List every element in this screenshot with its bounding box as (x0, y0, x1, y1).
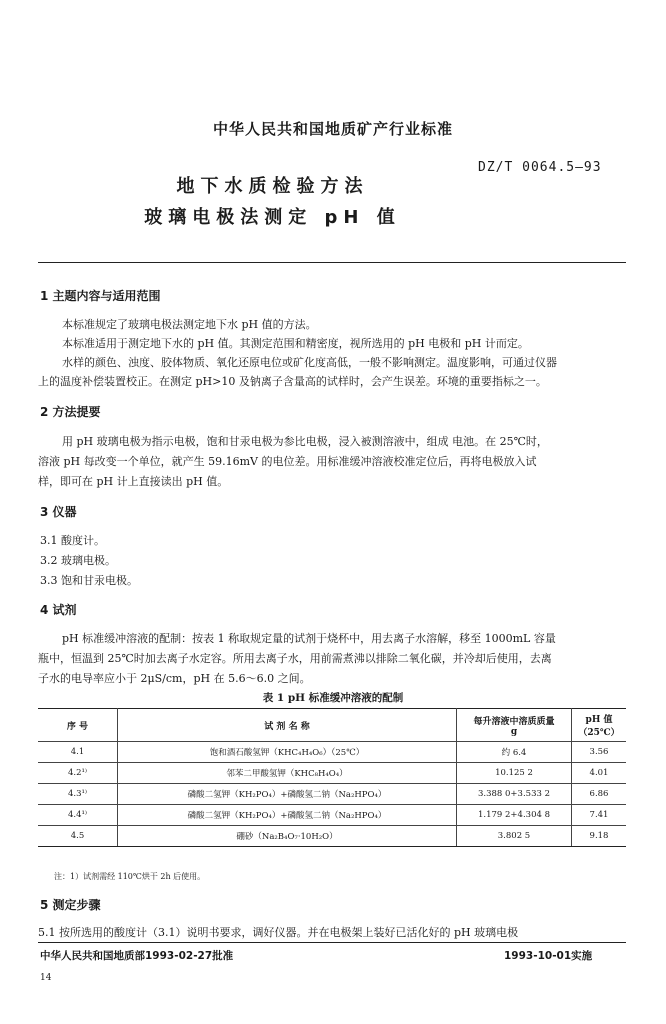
cell-ph: 4.01 (572, 763, 627, 784)
implementation-date: 1993-10-01实施 (504, 950, 593, 962)
list-item: 3.1 酸度计。 (40, 534, 105, 547)
section-2-heading: 2 方法提要 (40, 405, 101, 419)
table-row (38, 742, 626, 763)
list-item: 3.3 饱和甘汞电极。 (40, 574, 138, 587)
footer-divider (38, 942, 626, 943)
cell-seq: 4.2¹⁾ (38, 763, 118, 784)
section-4-para-a: pH 标准缓冲溶液的配制：按表 1 称取规定量的试剂于烧杯中，用去离子水溶解，移至 1000mL 容量 (62, 632, 556, 645)
cell-name: 磷酸二氢钾（KH₂PO₄）+磷酸氢二钠（Na₂HPO₄） (118, 805, 457, 826)
cell-mass: 约 6.4 (457, 742, 572, 763)
section-1-para-2: 本标准适用于测定地下水的 pH 值。其测定范围和精密度，视所选用的 pH 电极和 pH 计而定。 (62, 337, 529, 350)
document-title-line2: 玻璃电极法测定 pH 值 (144, 207, 401, 228)
section-3-heading: 3 仪器 (40, 505, 77, 519)
table-caption: 表 1 pH 标准缓冲溶液的配制 (262, 692, 404, 704)
approval-date: 中华人民共和国地质部1993-02-27批准 (40, 950, 234, 962)
cell-ph: 7.41 (572, 805, 627, 826)
section-1-para-3b: 上的温度补偿装置校正。在测定 pH>10 及钠离子含量高的试样时，会产生误差。环境的重要指标之一。 (38, 375, 547, 388)
standard-code: DZ/T 0064.5—93 (478, 160, 602, 175)
section-4-para-b: 瓶中，恒温到 25℃时加去离子水定容。所用去离子水，用前需煮沸以排除二氧化碳，并冷却后使用，去离 (38, 652, 552, 665)
org-standard-heading: 中华人民共和国地质矿产行业标准 (212, 120, 453, 138)
col-header-seq: 序 号 (38, 709, 118, 742)
section-2-para-b: 溶液 pH 每改变一个单位，就产生 59.16mV 的电位差。用标准缓冲溶液校准定位后，再将电极放入试 (38, 455, 537, 468)
cell-mass: 3.802 5 (457, 826, 572, 847)
section-4-heading: 4 试剂 (40, 603, 77, 617)
table-header-row (38, 709, 626, 742)
cell-mass: 3.388 0+3.533 2 (457, 784, 572, 805)
cell-name: 磷酸二氢钾（KH₂PO₄）+磷酸氢二钠（Na₂HPO₄） (118, 784, 457, 805)
section-1-heading: 1 主题内容与适用范围 (40, 289, 161, 303)
cell-mass: 10.125 2 (457, 763, 572, 784)
section-5-heading: 5 测定步骤 (40, 898, 101, 912)
col-header-ph-label: pH 值 (585, 715, 613, 725)
cell-ph: 6.86 (572, 784, 627, 805)
header-divider (38, 262, 626, 263)
section-4-para-c: 子水的电导率应小于 2μS/cm，pH 在 5.6～6.0 之间。 (38, 672, 311, 685)
cell-seq: 4.1 (38, 742, 118, 763)
cell-mass: 1.179 2+4.304 8 (457, 805, 572, 826)
col-header-mass-unit: g (510, 726, 518, 737)
table-row (38, 784, 626, 805)
cell-name: 邻苯二甲酸氢钾（KHC₈H₄O₄） (118, 763, 457, 784)
table-row (38, 805, 626, 826)
buffer-solution-table (38, 708, 626, 847)
page-number: 14 (40, 973, 52, 983)
cell-ph: 3.56 (572, 742, 627, 763)
col-header-mass-label: 每升溶液中溶质质量 (473, 716, 555, 727)
col-header-ph (572, 709, 627, 742)
section-5-para-1: 5.1 按所选用的酸度计（3.1）说明书要求，调好仪器。并在电极架上装好已活化好的 pH 玻璃电极 (38, 926, 519, 939)
col-header-ph-temp: （25℃） (578, 728, 620, 738)
list-item: 3.2 玻璃电极。 (40, 554, 116, 567)
cell-seq: 4.3¹⁾ (38, 784, 118, 805)
col-header-name: 试 剂 名 称 (118, 709, 457, 742)
table-note: 注：1）试剂需经 110℃烘干 2h 后使用。 (54, 872, 206, 881)
col-header-mass (457, 709, 572, 742)
section-2-para-a: 用 pH 玻璃电极为指示电极，饱和甘汞电极为参比电极，浸入被测溶液中，组成 电池。在 25℃时， (62, 435, 548, 448)
cell-ph: 9.18 (572, 826, 627, 847)
section-2-para-c: 样，即可在 pH 计上直接读出 pH 值。 (38, 475, 229, 488)
section-1-para-3a: 水样的颜色、浊度、胶体物质、氧化还原电位或矿化度高低，一般不影响测定。温度影响，可通过仪器 (62, 356, 557, 369)
table-row (38, 826, 626, 847)
cell-name: 饱和酒石酸氢钾（KHC₄H₄O₆）（25℃） (118, 742, 457, 763)
cell-name: 硼砂（Na₂B₄O₇·10H₂O） (118, 826, 457, 847)
document-title-line1: 地下水质检验方法 (176, 176, 369, 197)
cell-seq: 4.4¹⁾ (38, 805, 118, 826)
section-1-para-1: 本标准规定了玻璃电极法测定地下水 pH 值的方法。 (62, 318, 317, 331)
table-row (38, 763, 626, 784)
cell-seq: 4.5 (38, 826, 118, 847)
